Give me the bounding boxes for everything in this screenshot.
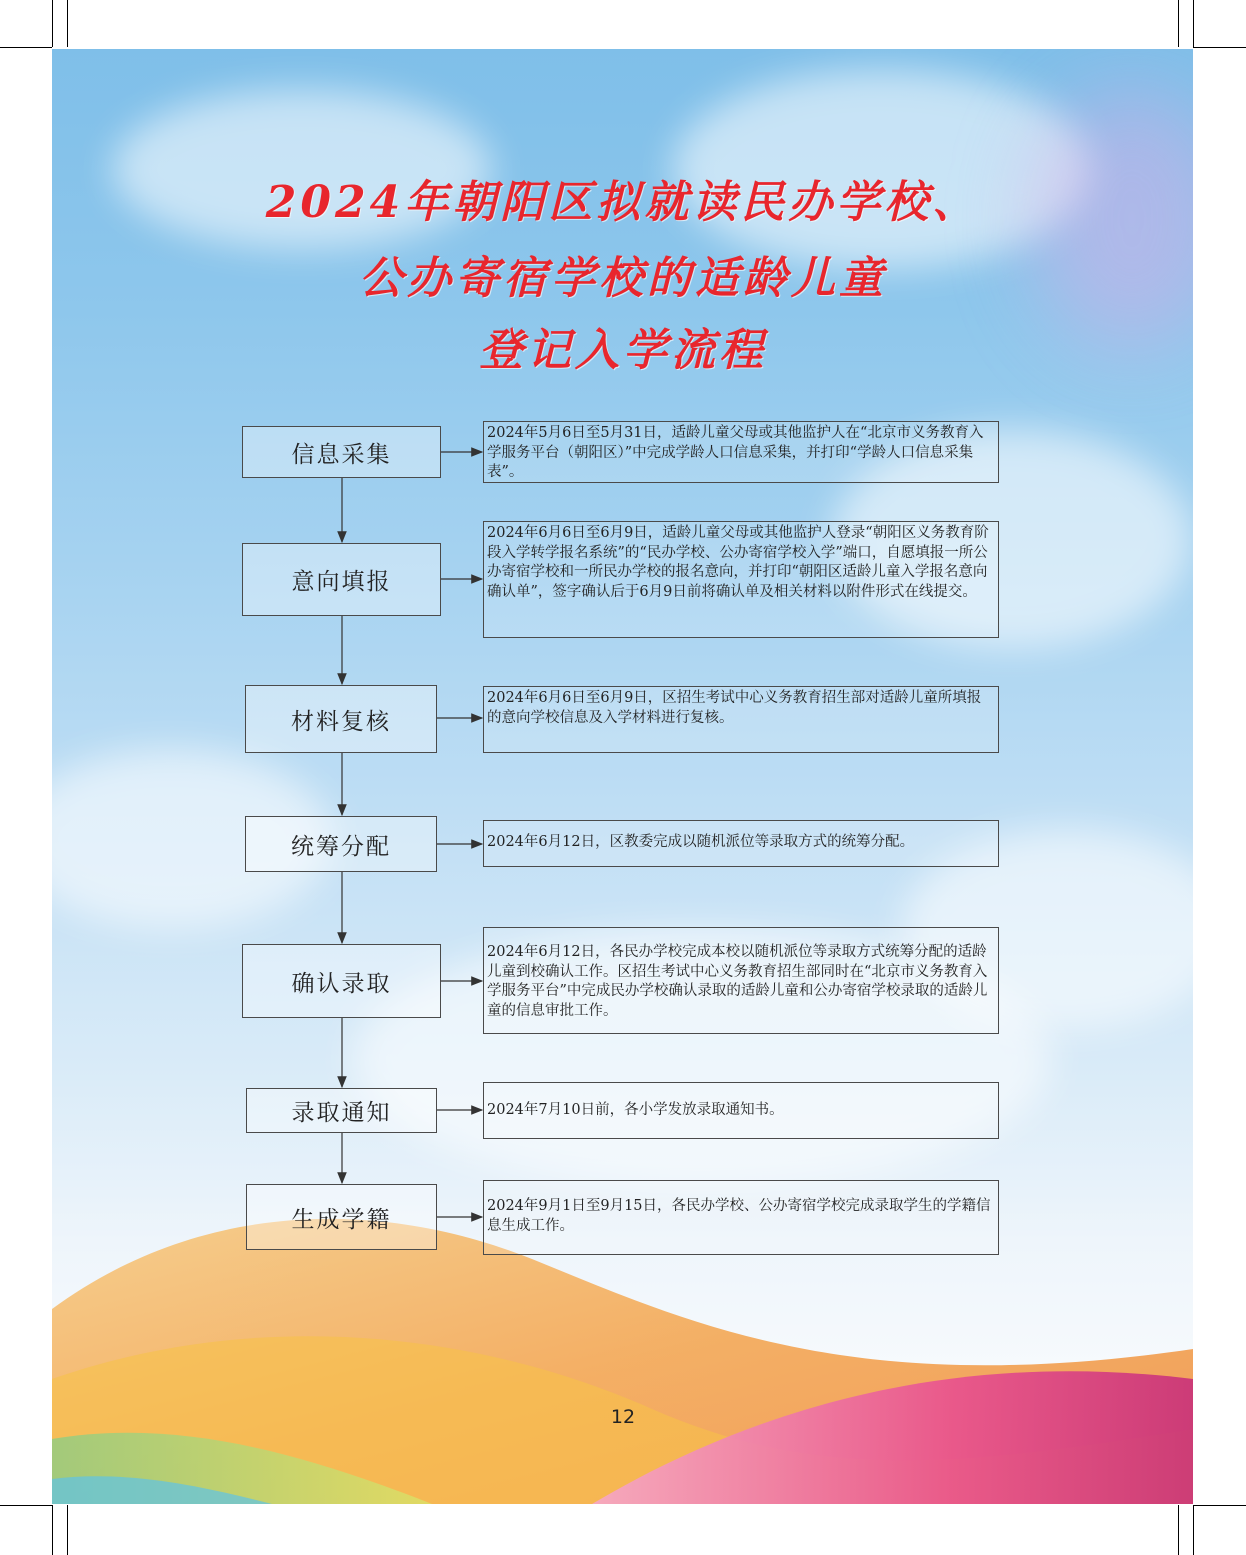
step-box-material-review: 材料复核 xyxy=(245,685,437,753)
step-box-confirm-admission: 确认录取 xyxy=(242,944,441,1018)
step-description-material-review: 2024年6月6日至6月9日，区招生考试中心义务教育招生部对适龄儿童所填报的意向学校信息及入学材料进行复核。 xyxy=(483,686,999,753)
page-number: 12 xyxy=(610,1406,636,1428)
step-box-admission-notice: 录取通知 xyxy=(246,1088,437,1133)
title-line-3: 登记入学流程 xyxy=(479,325,767,376)
title-line-2: 公办寄宿学校的适龄儿童 xyxy=(359,253,887,304)
step-box-generate-record: 生成学籍 xyxy=(246,1184,437,1250)
step-description-generate-record: 2024年9月1日至9月15日，各民办学校、公办寄宿学校完成录取学生的学籍信息生成工作。 xyxy=(483,1180,999,1255)
step-description-allocation: 2024年6月12日，区教委完成以随机派位等录取方式的统筹分配。 xyxy=(483,820,999,867)
step-description-admission-notice: 2024年7月10日前，各小学发放录取通知书。 xyxy=(483,1082,999,1139)
step-description-info-collection: 2024年5月6日至5月31日，适龄儿童父母或其他监护人在“北京市义务教育入学服务平台（朝阳区）”中完成学龄人口信息采集，并打印“学龄人口信息采集表”。 xyxy=(483,421,999,483)
step-box-allocation: 统筹分配 xyxy=(245,816,437,872)
step-box-info-collection: 信息采集 xyxy=(242,426,441,478)
step-box-intent-filing: 意向填报 xyxy=(242,543,441,616)
step-description-intent-filing: 2024年6月6日至6月9日，适龄儿童父母或其他监护人登录“朝阳区义务教育阶段入学转学报名系统”的“民办学校、公办寄宿学校入学”端口，自愿填报一所公办寄宿学校和一所民办学校的报名意向，并打印“朝阳区适龄儿童入学报名意向确认单”，签字确认后于6月9日前将确认单及相关材料以附件形式在线提交。 xyxy=(483,521,999,638)
title-line-1: 2024年朝阳区拟就读民办学校、 xyxy=(265,177,981,228)
step-description-confirm-admission: 2024年6月12日，各民办学校完成本校以随机派位等录取方式统筹分配的适龄儿童到校确认工作。区招生考试中心义务教育招生部同时在“北京市义务教育入学服务平台”中完成民办学校确认录取的适龄儿童和公办寄宿学校录取的适龄儿童的信息审批工作。 xyxy=(483,927,999,1034)
